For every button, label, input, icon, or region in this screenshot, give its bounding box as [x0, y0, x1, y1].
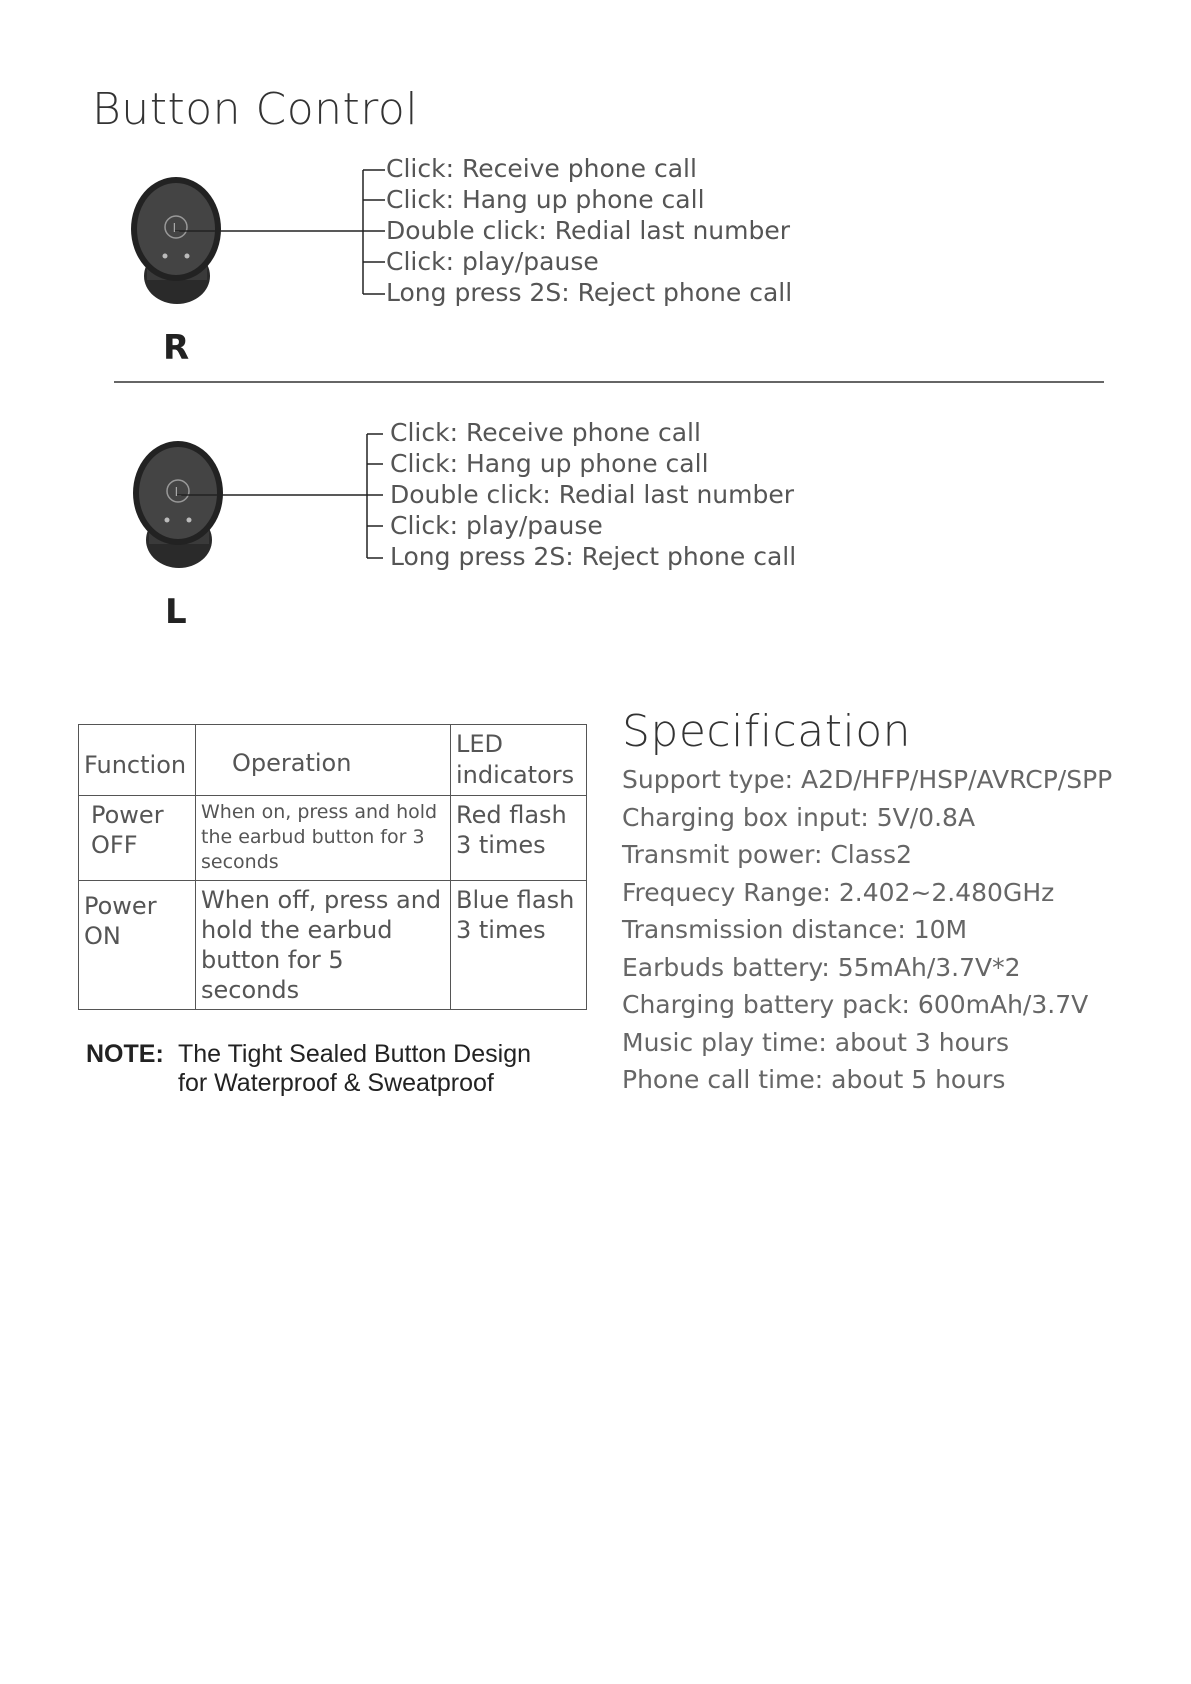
- note-line: The Tight Sealed Button Design: [178, 1040, 532, 1068]
- right-control-item: Click: play/pause: [386, 247, 599, 276]
- left-control-item: Double click: Redial last number: [390, 480, 795, 509]
- button-control-title: Button Control: [92, 84, 419, 135]
- right-control-bracket: [172, 160, 395, 305]
- left-control-item: Click: Receive phone call: [390, 418, 701, 447]
- left-control-item: Click: play/pause: [390, 511, 603, 540]
- table-header-row: [79, 725, 587, 796]
- table-cell-operation: When off, press and hold the earbud button for 5 seconds: [196, 881, 451, 1010]
- spec-item: Transmission distance: 10M: [622, 915, 968, 944]
- right-control-item: Click: Hang up phone call: [386, 185, 705, 214]
- spec-item: Charging box input: 5V/0.8A: [622, 802, 976, 832]
- function-table: [78, 724, 587, 1010]
- right-control-item: Double click: Redial last number: [386, 216, 791, 245]
- spec-item: Charging battery pack: 600mAh/3.7V: [622, 990, 1089, 1019]
- note-label: NOTE:: [86, 1040, 164, 1068]
- table-cell-function: Power OFF: [79, 796, 196, 881]
- left-control-bracket: [174, 424, 397, 569]
- left-earbud-label: L: [165, 592, 187, 632]
- section-divider: [114, 381, 1104, 383]
- table-cell-function: Power ON: [79, 881, 196, 1010]
- table-cell-led: Blue flash 3 times: [451, 881, 587, 1010]
- earbud-button-symbol: L: [172, 221, 180, 235]
- spec-item: Music play time: about 3 hours: [622, 1027, 1010, 1057]
- right-control-item: Click: Receive phone call: [386, 154, 697, 183]
- table-cell-led: Red flash 3 times: [451, 796, 587, 881]
- spec-item: Transmit power: Class2: [622, 840, 912, 869]
- table-header-operation: Operation: [196, 725, 451, 796]
- specification-list: [622, 761, 1112, 1099]
- table-cell-operation: When on, press and hold the earbud button for 3 seconds: [196, 796, 451, 881]
- left-control-item: Long press 2S: Reject phone call: [390, 542, 797, 571]
- table-row: [79, 796, 587, 881]
- spec-item: Phone call time: about 5 hours: [622, 1065, 1006, 1094]
- spec-item: Frequecy Range: 2.402~2.480GHz: [622, 877, 1055, 907]
- left-control-item: Click: Hang up phone call: [390, 449, 709, 478]
- left-control-list: [390, 417, 796, 572]
- earbud-button-symbol: L: [174, 485, 182, 499]
- table-header-function: Function: [79, 725, 196, 796]
- note-text: [178, 1040, 531, 1098]
- table-header-led: LED indicators: [451, 725, 587, 796]
- table-row: [79, 881, 587, 1010]
- right-control-list: [386, 153, 792, 308]
- spec-item: Earbuds battery: 55mAh/3.7V*2: [622, 952, 1021, 982]
- note-line: for Waterproof & Sweatproof: [178, 1069, 494, 1097]
- right-control-item: Long press 2S: Reject phone call: [386, 278, 793, 307]
- right-earbud-label: R: [163, 328, 190, 368]
- spec-item: Support type: A2D/HFP/HSP/AVRCP/SPP: [622, 765, 1113, 794]
- specification-title: Specification: [622, 706, 911, 757]
